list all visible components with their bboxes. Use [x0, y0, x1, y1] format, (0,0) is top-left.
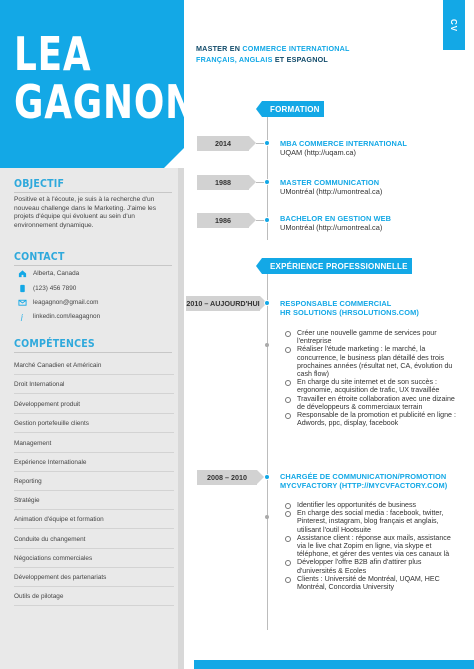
job-title: RESPONSABLE COMMERCIAL	[280, 299, 392, 308]
job-period-tag	[197, 470, 257, 485]
skill-divider	[14, 509, 174, 510]
formation-entry-title: BACHELOR EN GESTION WEB	[280, 214, 392, 223]
contact-title: CONTACT	[14, 251, 65, 263]
formation-year-tag	[197, 175, 249, 190]
contact-linkedin	[18, 310, 100, 322]
formation-entry-title: MASTER COMMUNICATION	[280, 178, 380, 187]
skill-item: Développement produit	[14, 401, 81, 408]
phone-icon	[18, 284, 27, 293]
job-bullet: Créer une nouvelle gamme de services pour l'entreprise	[285, 329, 457, 345]
skill-item: Reporting	[14, 478, 42, 485]
formation-entry-school: UQAM (http://uqam.ca)	[280, 148, 356, 157]
skill-item: Conduite du changement	[14, 536, 86, 543]
footer-bar	[194, 660, 474, 669]
name-banner	[0, 0, 196, 168]
skill-divider	[14, 586, 174, 587]
job-bullet: Responsable de la promotion et publicité en ligne : Adwords, ppc, display, facebook	[285, 411, 457, 427]
timeline-dot	[264, 474, 270, 480]
timeline-minor-dot	[265, 515, 269, 519]
job-period: 2010 – AUJOURD'HUI	[186, 299, 260, 308]
header-notch	[256, 258, 262, 274]
skill-divider	[14, 413, 174, 414]
job-bullets	[285, 501, 457, 591]
contact-phone	[18, 282, 76, 294]
competences-divider	[14, 352, 172, 353]
timeline-dot	[264, 140, 270, 146]
skill-divider	[14, 432, 174, 433]
formation-entry-school: UMontréal (http://umontreal.ca)	[280, 223, 383, 232]
job-company: MYCVFACTORY (HTTP://MYCVFACTORY.COM)	[280, 481, 448, 490]
job-title: CHARGÉE DE COMMUNICATION/PROMOTION	[280, 472, 447, 481]
formation-year: 2014	[215, 139, 231, 148]
skill-divider	[14, 374, 174, 375]
skill-divider	[14, 452, 174, 453]
headline-part: MASTER EN	[196, 44, 241, 53]
job-bullet: Travailler en étroite collaboration avec une dizaine de développeurs & commerciaux terrain	[285, 395, 457, 411]
headline-part: ET ESPAGNOL	[274, 55, 328, 64]
formation-title: FORMATION	[270, 104, 320, 114]
contact-phone-text: (123) 456 7890	[33, 284, 77, 292]
formation-year-tag	[197, 136, 249, 151]
corner-fold	[163, 147, 185, 169]
experience-header	[262, 258, 412, 274]
skill-item: Négociations commerciales	[14, 555, 93, 562]
skill-item: Outils de pilotage	[14, 593, 64, 600]
skill-divider	[14, 567, 174, 568]
skill-item: Animation d'équipe et formation	[14, 516, 104, 523]
skill-divider	[14, 393, 174, 394]
contact-email-text[interactable]: leagagnon@gmail.com	[33, 298, 99, 306]
timeline-dot	[264, 179, 270, 185]
objectif-text: Positive et à l'écoute, je suis à la recherche d'un nouveau challenge dans le Marketing. J'aime les projets d'équipe qui évoluent au sein d'un environnement dynamique.	[14, 196, 157, 229]
svg-text:j: j	[20, 312, 23, 321]
contact-divider	[14, 265, 172, 266]
skill-divider	[14, 490, 174, 491]
experience-title: EXPÉRIENCE PROFESSIONNELLE	[270, 261, 408, 271]
job-bullet: Développer l'offre B2B afin d'attirer plus d'universités & Ecoles	[285, 558, 457, 574]
formation-entry-title: MBA COMMERCE INTERNATIONAL	[280, 139, 407, 148]
headline	[196, 43, 350, 65]
contact-address	[18, 267, 79, 279]
skill-divider	[14, 471, 174, 472]
contact-address-text: Alberta, Canada	[33, 269, 80, 277]
job-period: 2008 – 2010	[207, 473, 247, 482]
job-bullet: En charge du site internet et de son succès : ergonomie, acquisition de trafic, UX travaillée	[285, 378, 457, 394]
header-notch	[256, 101, 262, 117]
timeline-dot	[264, 300, 270, 306]
job-company: HR SOLUTIONS (HRSOLUTIONS.COM)	[280, 308, 419, 317]
objectif-title: OBJECTIF	[14, 178, 65, 190]
formation-year: 1988	[215, 178, 231, 187]
job-bullet: Identifier les opportunités de business	[285, 501, 457, 509]
skill-divider	[14, 605, 174, 606]
contact-linkedin-text[interactable]: linkedin.com/leagagnon	[33, 312, 101, 320]
competences-title: COMPÉTENCES	[14, 338, 95, 350]
job-period-tag	[186, 296, 260, 311]
skill-item: Management	[14, 440, 52, 447]
last-name: GAGNON	[14, 75, 196, 129]
skill-item: Développement des partenariats	[14, 574, 107, 581]
job-bullet: Assistance client : réponse aux mails, assistance via le live chat Zopim en ligne, via skype et téléphone, et gérer des ventes via ces canaux là	[285, 534, 457, 559]
skill-item: Expérience Internationale	[14, 459, 87, 466]
objectif-divider	[14, 192, 172, 193]
headline-highlight: FRANÇAIS, ANGLAIS	[196, 55, 273, 64]
skill-divider	[14, 548, 174, 549]
skill-item: Stratégie	[14, 497, 40, 504]
skill-item: Gestion portefeuille clients	[14, 420, 89, 427]
skill-item: Marché Canadien et Américain	[14, 362, 102, 369]
timeline-dot	[264, 217, 270, 223]
headline-highlight: COMMERCE INTERNATIONAL	[242, 44, 350, 53]
home-icon	[18, 269, 27, 278]
timeline-minor-dot	[265, 343, 269, 347]
job-bullet: En charge des social media : facebook, twitter, Pinterest, instagram, blog français et anglais, utilisant l'outil Hootsuite	[285, 509, 457, 534]
timeline-line-experience	[267, 268, 268, 630]
formation-year-tag	[197, 213, 249, 228]
job-bullets	[285, 329, 457, 427]
first-name: LEA	[14, 27, 92, 81]
formation-entry-school: UMontréal (http://umontreal.ca)	[280, 187, 383, 196]
cv-tab	[443, 0, 465, 50]
job-bullet: Clients : Université de Montréal, UQAM, HEC Montréal, Concordia University	[285, 575, 457, 591]
cv-tab-label: CV	[449, 18, 459, 32]
job-bullet: Réaliser l'étude marketing : le marché, la concurrence, le business plan détaillé des trois prochaines années (résultat net, CA, évolution du cash flow)	[285, 345, 457, 378]
sidebar-edge	[178, 168, 184, 669]
formation-year: 1986	[215, 216, 231, 225]
linkedin-icon	[18, 312, 27, 321]
skill-item: Droit International	[14, 381, 65, 388]
email-icon	[18, 298, 27, 307]
skill-divider	[14, 528, 174, 529]
contact-email	[18, 296, 98, 308]
formation-header	[262, 101, 324, 117]
